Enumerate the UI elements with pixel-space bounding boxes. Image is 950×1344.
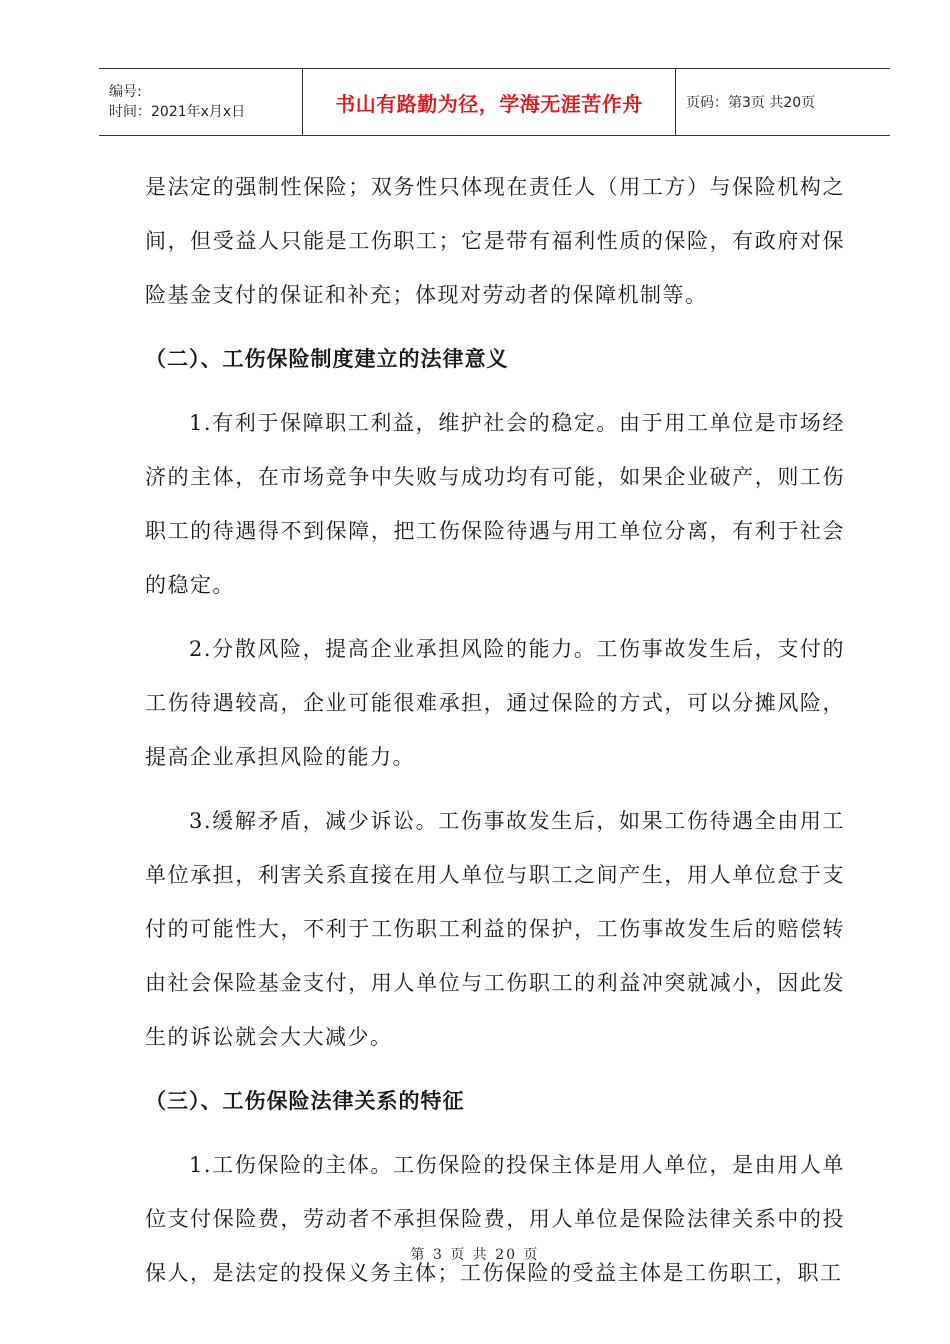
header-page-code: 页码：第3页 共20页 (686, 95, 816, 111)
header-motto-cell (302, 69, 676, 135)
header-right-cell (676, 69, 890, 135)
paragraph-item-1: 1.有利于保障职工利益，维护社会的稳定。由于用工单位是市场经济的主体，在市场竞争中失败与成功均有可能，如果企业破产，则工伤职工的待遇得不到保障，把工伤保险待遇与用工单位分离，有利于社会的稳定。 (145, 411, 845, 597)
document-time-label: 时间：2021年x月x日 (109, 104, 246, 120)
page-footer: 第 3 页 共 20 页 (410, 1247, 540, 1263)
document-body (145, 160, 845, 1300)
section-heading-3: （三）、工伤保险法律关系的特征 (145, 1089, 465, 1113)
header-motto: 书山有路勤为径，学海无涯苦作舟 (335, 91, 643, 116)
paragraph-item-4: 1.工伤保险的主体。工伤保险的投保主体是用人单位，是由用人单位支付保险费，劳动者不承担保险费，用人单位是保险法律关系中的投保人，是法定的投保义务主体；工伤保险的受益主体是工伤职工，职工 (145, 1153, 845, 1285)
header-left-cell (99, 69, 302, 135)
paragraph-item-3: 3.缓解矛盾，减少诉讼。工伤事故发生后，如果工伤待遇全由用工单位承担，利害关系直接在用人单位与职工之间产生，用人单位怠于支付的可能性大，不利于工伤职工利益的保护，工伤事故发生后的赔偿转由社会保险基金支付，用人单位与工伤职工的利益冲突就减小，因此发生的诉讼就会大大减少。 (145, 809, 845, 1049)
document-number-label: 编号: (109, 84, 142, 100)
paragraph-continuation: 是法定的强制性保险；双务性只体现在责任人（用工方）与保险机构之间，但受益人只能是工伤职工；它是带有福利性质的保险，有政府对保险基金支付的保证和补充；体现对劳动者的保障机制等。 (145, 175, 845, 307)
page-header (99, 68, 890, 136)
paragraph-item-2: 2.分散风险，提高企业承担风险的能力。工伤事故发生后，支付的工伤待遇较高，企业可能很难承担，通过保险的方式，可以分摊风险，提高企业承担风险的能力。 (145, 637, 845, 769)
section-heading-2: （二）、工伤保险制度建立的法律意义 (145, 347, 509, 371)
